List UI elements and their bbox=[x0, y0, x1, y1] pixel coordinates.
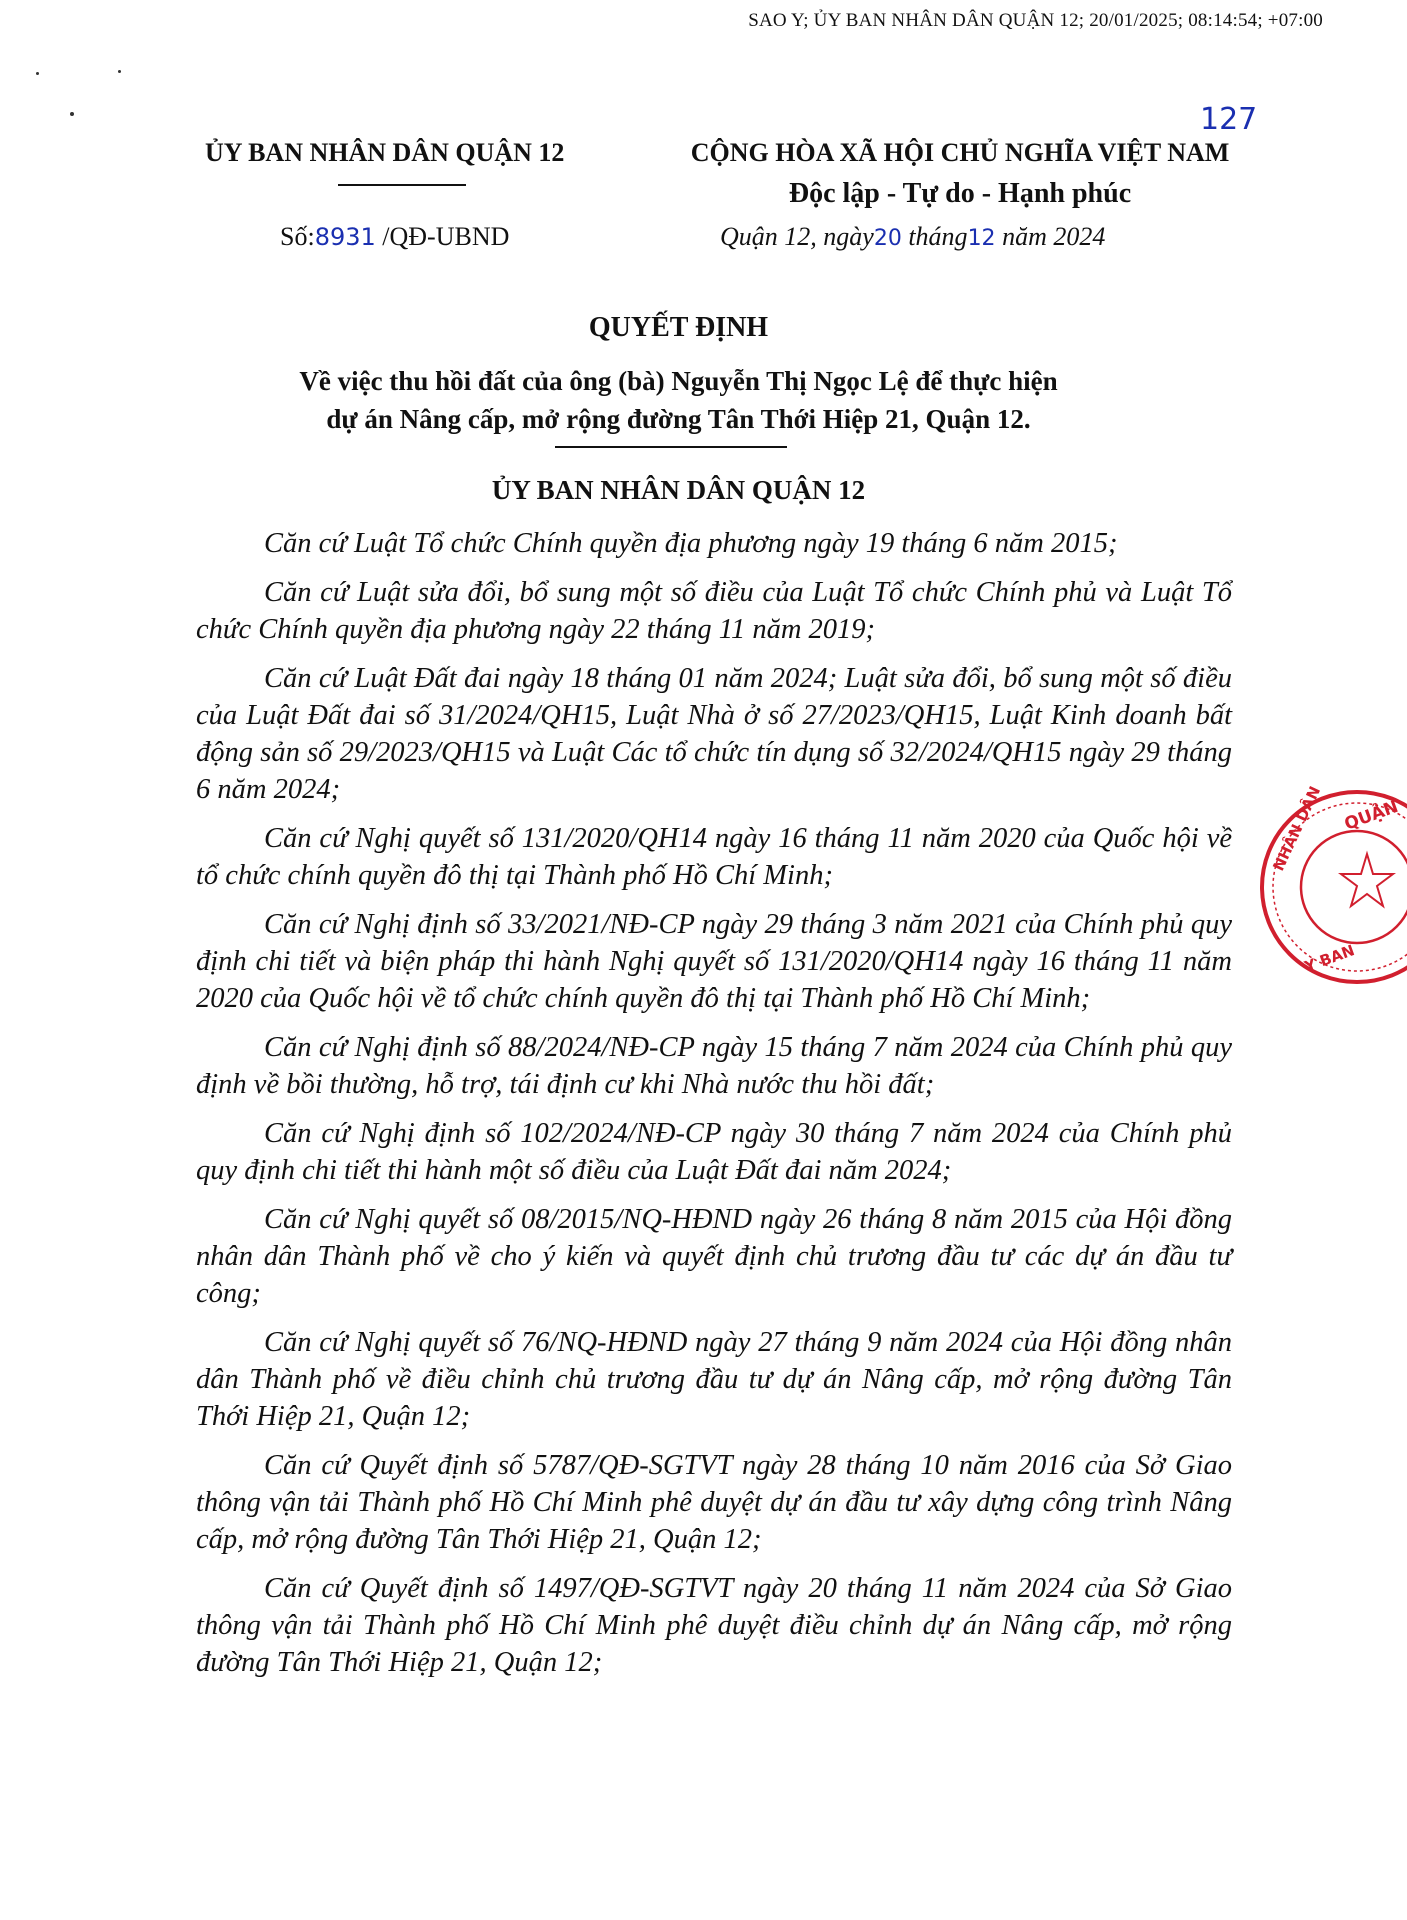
svg-text:Y BAN: Y BAN bbox=[1302, 941, 1357, 976]
date-mid: tháng bbox=[901, 222, 968, 251]
issuer-header: ỦY BAN NHÂN DÂN QUẬN 12 bbox=[205, 138, 565, 167]
date-line bbox=[720, 222, 1105, 252]
handwritten-day: 20 bbox=[873, 226, 902, 251]
official-seal bbox=[1227, 782, 1407, 992]
motto-line-1: CỘNG HÒA XÃ HỘI CHỦ NGHĨA VIỆT NAM bbox=[690, 138, 1230, 167]
legal-basis-paragraph: Căn cứ Nghị quyết số 08/2015/NQ-HĐND ngày 26 tháng 8 năm 2015 của Hội đồng nhân dân Thành phố về cho ý kiến và quyết định chủ trương đầu tư các dự án đầu tư công; bbox=[196, 1204, 1232, 1309]
issuing-body: ỦY BAN NHÂN DÂN QUẬN 12 bbox=[491, 475, 866, 505]
motto-line-2: Độc lập - Tự do - Hạnh phúc bbox=[788, 178, 1132, 209]
document-number bbox=[280, 222, 509, 252]
subtitle-line-1: Về việc thu hồi đất của ông (bà) Nguyễn Thị Ngọc Lệ để thực hiện bbox=[299, 366, 1058, 396]
svg-text:QUẬN: QUẬN bbox=[1341, 796, 1401, 835]
legal-basis-paragraph: Căn cứ Luật Đất đai ngày 18 tháng 01 năm 2024; Luật sửa đổi, bổ sung một số điều của Luật Đất đai số 31/2024/QH15, Luật Nhà ở số 27/2023/QH15, Luật Kinh doanh bất động sản số 29/2023/QH15 và Luật Các tổ chức tín dụng số 32/2024/QH15 ngày 29 tháng 6 năm 2024; bbox=[196, 663, 1232, 805]
legal-basis-list bbox=[196, 525, 1232, 1693]
national-motto bbox=[640, 138, 1280, 210]
number-suffix: /QĐ-UBND bbox=[375, 222, 510, 251]
legal-basis-paragraph: Căn cứ Nghị quyết số 76/NQ-HĐND ngày 27 tháng 9 năm 2024 của Hội đồng nhân dân Thành phố về điều chỉnh chủ trương đầu tư dự án Nâng cấp, mở rộng đường Tân Thới Hiệp 21, Quận 12; bbox=[196, 1327, 1232, 1432]
legal-basis-paragraph: Căn cứ Nghị định số 88/2024/NĐ-CP ngày 15 tháng 7 năm 2024 của Chính phủ quy định về bồi thường, hỗ trợ, tái định cư khi Nhà nước thu hồi đất; bbox=[196, 1032, 1232, 1100]
date-prefix: Quận 12, ngày bbox=[720, 222, 874, 251]
number-prefix: Số: bbox=[280, 222, 315, 251]
date-suffix: năm 2024 bbox=[995, 222, 1106, 251]
scan-speck bbox=[36, 72, 39, 75]
title-underline bbox=[555, 446, 787, 448]
legal-basis-paragraph: Căn cứ Quyết định số 1497/QĐ-SGTVT ngày 20 tháng 11 năm 2024 của Sở Giao thông vận tải Thành phố Hồ Chí Minh phê duyệt điều chỉnh dự án Nâng cấp, mở rộng đường Tân Thới Hiệp 21, Quận 12; bbox=[196, 1573, 1232, 1678]
legal-basis-paragraph: Căn cứ Nghị định số 102/2024/NĐ-CP ngày 30 tháng 7 năm 2024 của Chính phủ quy định chi tiết thi hành một số điều của Luật Đất đai năm 2024; bbox=[196, 1118, 1232, 1186]
svg-text:NHÂN DÂN: NHÂN DÂN bbox=[1269, 783, 1325, 874]
legal-basis-paragraph: Căn cứ Nghị quyết số 131/2020/QH14 ngày 16 tháng 11 năm 2020 của Quốc hội về tổ chức chính quyền đô thị tại Thành phố Hồ Chí Minh; bbox=[196, 823, 1232, 891]
copy-stamp-line: SAO Y; ỦY BAN NHÂN DÂN QUẬN 12; 20/01/2025; 08:14:54; +07:00 bbox=[748, 10, 1323, 31]
scan-speck bbox=[118, 70, 121, 73]
legal-basis-paragraph: Căn cứ Luật sửa đổi, bổ sung một số điều của Luật Tổ chức Chính phủ và Luật Tổ chức Chính quyền địa phương ngày 22 tháng 11 năm 2019; bbox=[196, 577, 1232, 645]
scan-speck bbox=[70, 112, 74, 116]
handwritten-number: 8931 bbox=[314, 223, 376, 251]
legal-basis-paragraph: Căn cứ Quyết định số 5787/QĐ-SGTVT ngày 28 tháng 10 năm 2016 của Sở Giao thông vận tải Thành phố Hồ Chí Minh phê duyệt dự án đầu tư xây dựng công trình Nâng cấp, mở rộng đường Tân Thới Hiệp 21, Quận 12; bbox=[196, 1450, 1232, 1555]
legal-basis-paragraph: Căn cứ Nghị định số 33/2021/NĐ-CP ngày 29 tháng 3 năm 2021 của Chính phủ quy định chi tiết và biện pháp thi hành Nghị quyết số 131/2020/QH14 ngày 16 tháng 11 năm 2020 của Quốc hội về tổ chức chính quyền đô thị tại Thành phố Hồ Chí Minh; bbox=[196, 909, 1232, 1014]
legal-basis-paragraph: Căn cứ Luật Tổ chức Chính quyền địa phương ngày 19 tháng 6 năm 2015; bbox=[264, 528, 1118, 559]
handwritten-page-number: 127 bbox=[1200, 102, 1258, 137]
handwritten-month: 12 bbox=[967, 226, 996, 251]
decision-subtitle bbox=[0, 362, 1357, 438]
subtitle-line-2: dự án Nâng cấp, mở rộng đường Tân Thới Hiệp 21, Quận 12. bbox=[326, 404, 1031, 434]
issuer-underline bbox=[338, 184, 466, 186]
decision-title: QUYẾT ĐỊNH bbox=[588, 312, 769, 343]
